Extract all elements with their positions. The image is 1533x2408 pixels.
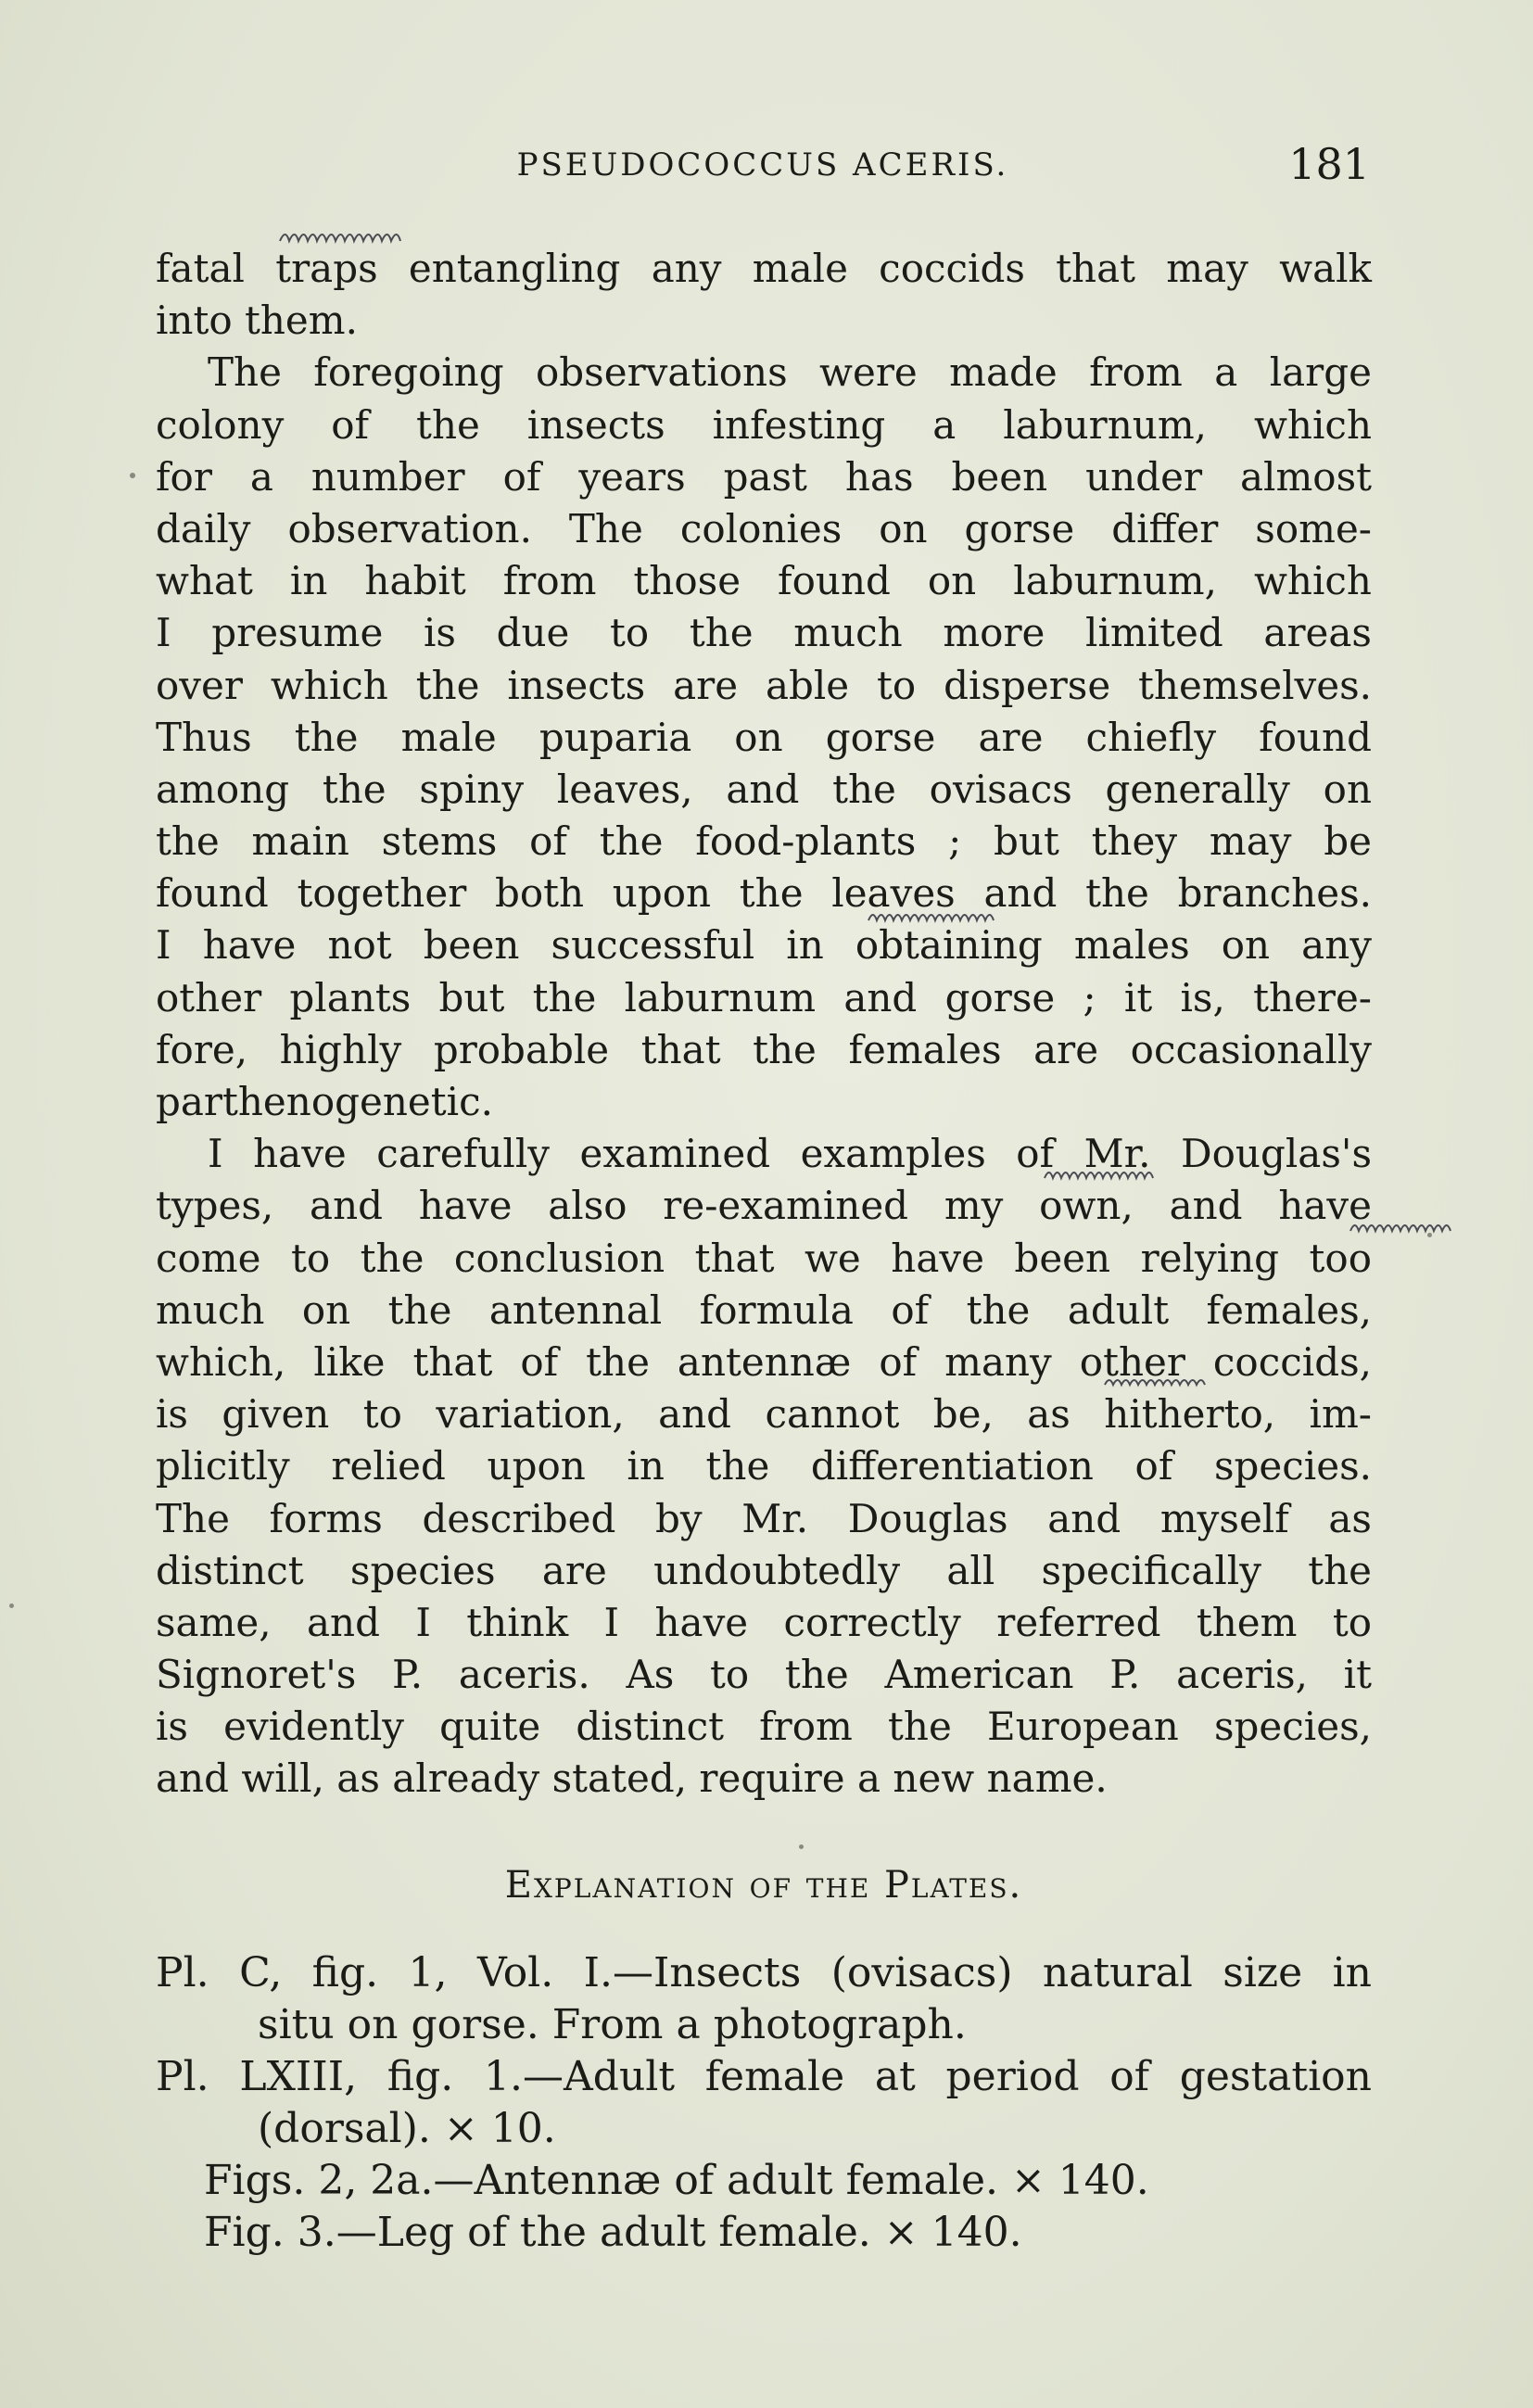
paper-speck (130, 473, 135, 478)
text-line: I have not been successful in obtaining males on any (156, 922, 1372, 969)
pencil-annotation-too (1349, 1212, 1469, 1236)
text-line: Signoret's P. aceris. As to the American P. aceris, it (156, 1652, 1372, 1698)
pencil-annotation-own (1043, 1161, 1172, 1184)
text-line: come to the conclusion that we have been relying too (156, 1235, 1372, 1281)
text-line: parthenogenetic. (156, 1079, 493, 1124)
paper-speck (799, 1844, 804, 1849)
text-line: plicitly relied upon in the differentiation of species. (156, 1443, 1372, 1489)
plate-entry: Pl. C, fig. 1, Vol. I.—Insects (ovisacs) natural size in (156, 1949, 1372, 1996)
running-head (156, 139, 1370, 195)
text-line: is given to variation, and cannot be, as hitherto, im- (156, 1391, 1372, 1438)
paper-speck (9, 1603, 14, 1608)
plate-entry: (dorsal). × 10. (258, 2105, 556, 2152)
text-line: I have carefully examined examples of Mr. Douglas's (208, 1131, 1372, 1177)
running-title: PSEUDOCOCCUS ACERIS. (516, 146, 1009, 184)
page-number: 181 (1288, 139, 1370, 189)
text-line: other plants but the laburnum and gorse ; it is, there- (156, 974, 1372, 1020)
text-line: same, and I think I have correctly referred them to (156, 1599, 1372, 1645)
text-line: fore, highly probable that the females are occasionally (156, 1026, 1372, 1072)
body-text (156, 243, 1372, 1806)
plate-entry: Figs. 2, 2a.—Antennæ of adult female. × 140. (204, 2157, 1149, 2204)
text-line: The foregoing observations were made from a large (208, 349, 1372, 396)
text-line: into them. (156, 298, 358, 344)
pencil-annotation-obtaining (867, 904, 1015, 926)
plate-entry: Fig. 3.—Leg of the adult female. × 140. (204, 2209, 1022, 2256)
text-line: is evidently quite distinct from the European species, (156, 1704, 1372, 1750)
paper-speck (1427, 1233, 1432, 1237)
plate-entry: Pl. LXIII, fig. 1.—Adult female at period of gestation (156, 2053, 1372, 2100)
pencil-annotation-traps (278, 221, 417, 248)
text-line: found together both upon the leaves and the branches. (156, 870, 1372, 917)
text-line: which, like that of the antennæ of many other coccids, (156, 1338, 1372, 1385)
plate-entry: situ on gorse. From a photograph. (258, 2001, 967, 2048)
text-line: for a number of years past has been under almost (156, 453, 1372, 500)
plates-heading: Explanation of the Plates. (504, 1864, 1023, 1907)
text-line: Thus the male puparia on gorse are chiefly found (156, 714, 1372, 760)
text-line: The forms described by Mr. Douglas and myself as (156, 1495, 1372, 1541)
text-line: colony of the insects infesting a laburnum, which (156, 401, 1372, 448)
text-line: daily observation. The colonies on gorse differ some- (156, 505, 1372, 551)
text-line: much on the antennal formula of the adult females, (156, 1286, 1372, 1333)
plates-explanation (156, 1857, 1372, 2259)
text-line: I presume is due to the much more limited areas (156, 610, 1372, 656)
text-line: over which the insects are able to disperse themselves. (156, 662, 1372, 708)
text-line: fatal traps entangling any male coccids that may walk (156, 246, 1372, 291)
text-line: distinct species are undoubtedly all specifically the (156, 1547, 1372, 1593)
text-line: types, and have also re-examined my own, and have (156, 1183, 1372, 1229)
text-line: what in habit from those found on laburnum, which (156, 558, 1372, 604)
text-line: among the spiny leaves, and the ovisacs generally on (156, 766, 1372, 812)
pencil-annotation-hitherto (1103, 1370, 1223, 1390)
text-line: and will, as already stated, require a new name. (156, 1755, 1108, 1802)
text-line: the main stems of the food-plants ; but they may be (156, 818, 1372, 865)
